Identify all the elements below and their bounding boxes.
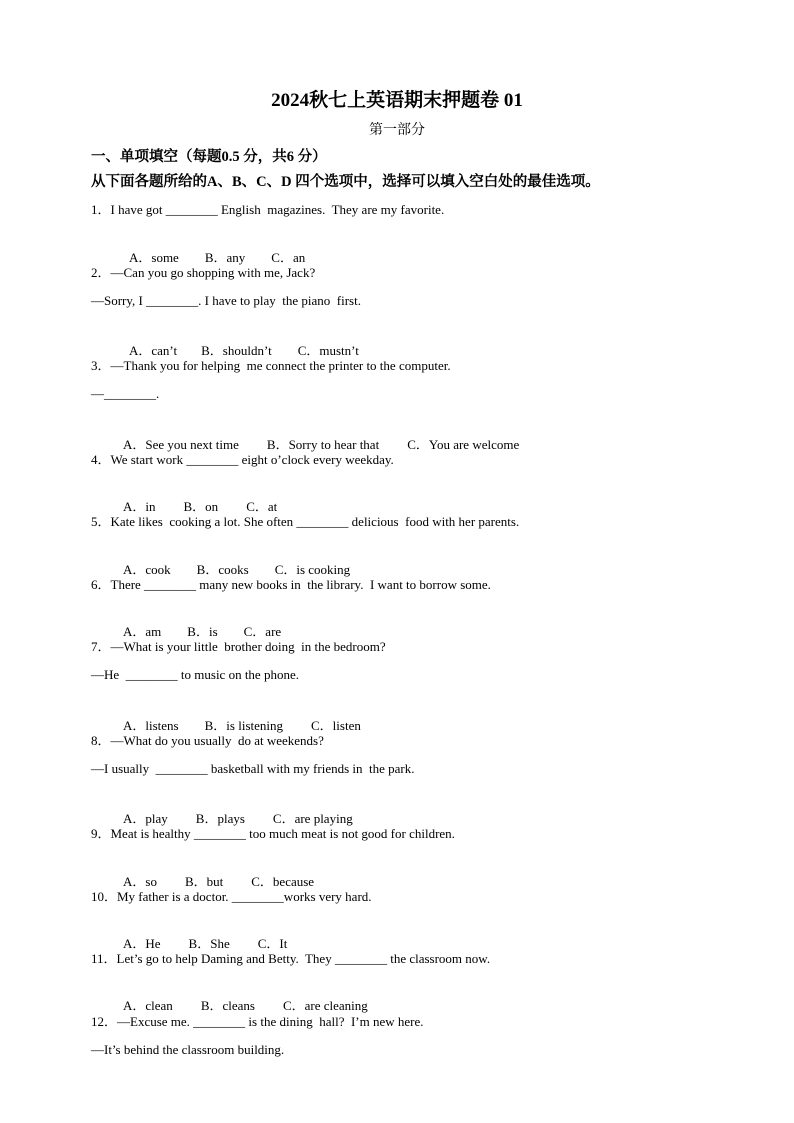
question-2-option-b: B．shouldn’t bbox=[201, 343, 272, 358]
question-10-stem: 10．My father is a doctor. ________works very hard. bbox=[91, 889, 372, 904]
question-6-option-b: B．is bbox=[187, 624, 218, 639]
question-9-option-a: A．so bbox=[123, 874, 157, 889]
question-9-option-b: B．but bbox=[184, 874, 224, 889]
question-5-option-a: A．cook bbox=[123, 562, 171, 577]
question-11-option-b: B．cleans bbox=[200, 998, 255, 1013]
question-4-option-b: B．on bbox=[183, 499, 219, 514]
question-5-option-c: C．is cooking bbox=[274, 562, 351, 577]
question-10-option-c: C．It bbox=[257, 936, 288, 951]
question-8-reply: —I usually ________ basketball with my friends in the park. bbox=[91, 761, 415, 776]
question-4-option-a: A．in bbox=[123, 499, 156, 514]
question-6-option-a: A．am bbox=[123, 624, 162, 639]
section-heading: 一、单项填空（每题0.5 分，共6 分） bbox=[91, 149, 327, 165]
question-3-option-b: B．Sorry to hear that bbox=[266, 437, 380, 452]
question-5-option-b: B．cooks bbox=[196, 562, 249, 577]
question-12-reply: —It’s behind the classroom building. bbox=[91, 1042, 285, 1057]
question-4-option-c: C．at bbox=[246, 499, 278, 514]
section-instruction: 从下面各题所给的A、B、C、D 四个选项中，选择可以填入空白处的最佳选项。 bbox=[91, 174, 600, 190]
question-8-option-b: B．plays bbox=[195, 811, 245, 826]
question-2-stem: 2．—Can you go shopping with me, Jack? bbox=[91, 265, 316, 280]
question-3-option-c: C．You are welcome bbox=[407, 437, 520, 452]
question-4-stem: 4．We start work ________ eight o’clock every weekday. bbox=[91, 452, 394, 467]
question-9-stem: 9．Meat is healthy ________ too much meat is not good for children. bbox=[91, 826, 455, 841]
question-2-option-a: A．can’t bbox=[129, 343, 178, 358]
question-3-option-a: A．See you next time bbox=[123, 437, 239, 452]
question-8-option-a: A．play bbox=[123, 811, 168, 826]
question-7-option-a: A．listens bbox=[123, 718, 179, 733]
question-6-stem: 6．There ________ many new books in the library. I want to borrow some. bbox=[91, 577, 491, 592]
question-10-option-b: B．She bbox=[188, 936, 230, 951]
question-11-stem: 11．Let’s go to help Daming and Betty. They ________ the classroom now. bbox=[91, 951, 491, 966]
question-6-option-c: C．are bbox=[243, 624, 282, 639]
question-9-option-c: C．because bbox=[251, 874, 315, 889]
part-label: 第一部分 bbox=[369, 123, 425, 138]
question-7-reply: —He ________ to music on the phone. bbox=[91, 667, 299, 682]
question-5-stem: 5．Kate likes cooking a lot. She often ________ delicious food with her parents. bbox=[91, 514, 520, 529]
question-10-option-a: A．He bbox=[123, 936, 161, 951]
question-2-reply: —Sorry, I ________. I have to play the piano first. bbox=[91, 293, 361, 308]
question-1-stem: 1．I have got ________ English magazines. They are my favorite. bbox=[91, 202, 445, 217]
question-8-stem: 8．—What do you usually do at weekends? bbox=[91, 733, 324, 748]
question-7-option-b: B．is listening bbox=[204, 718, 283, 733]
page-title: 2024秋七上英语期末押题卷 01 bbox=[271, 90, 523, 111]
question-8-option-c: C．are playing bbox=[272, 811, 353, 826]
question-11-option-a: A．clean bbox=[123, 998, 173, 1013]
question-11-option-c: C．are cleaning bbox=[282, 998, 368, 1013]
question-12-stem: 12．—Excuse me. ________ is the dining hall? I’m new here. bbox=[91, 1014, 424, 1029]
question-3-stem: 3．—Thank you for helping me connect the printer to the computer. bbox=[91, 358, 451, 373]
question-2-option-c: C．mustn’t bbox=[297, 343, 359, 358]
question-1-option-b: B．any bbox=[204, 250, 246, 265]
question-1-option-a: A．some bbox=[129, 250, 179, 265]
question-1-option-c: C．an bbox=[271, 250, 306, 265]
question-7-option-c: C．listen bbox=[311, 718, 361, 733]
question-7-stem: 7．—What is your little brother doing in the bedroom? bbox=[91, 639, 386, 654]
question-3-reply: —________. bbox=[91, 386, 160, 401]
